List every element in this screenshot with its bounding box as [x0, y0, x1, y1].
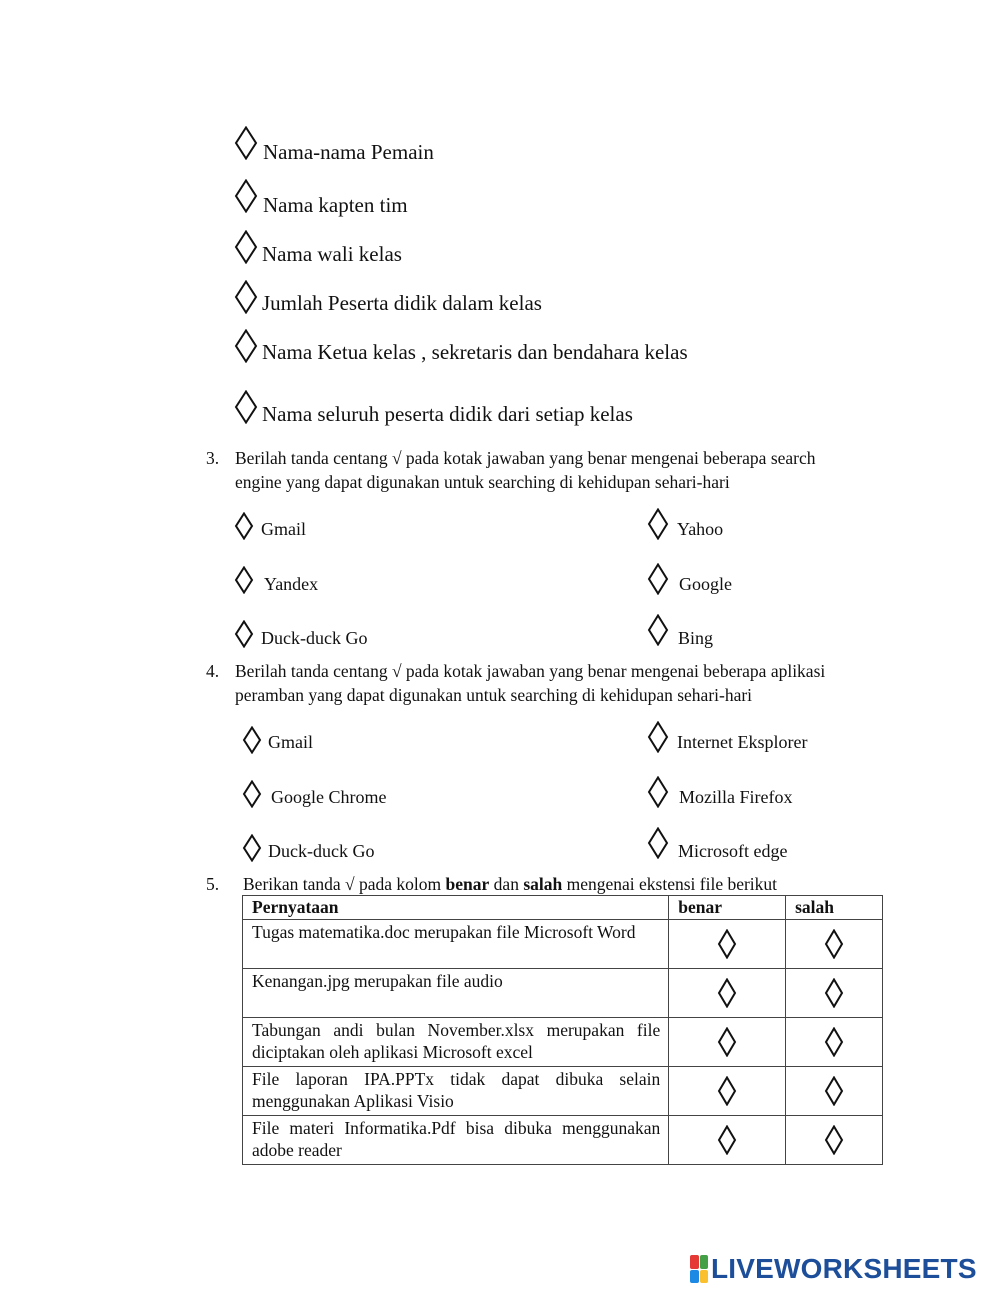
- logo-tile: [700, 1270, 709, 1284]
- list-option-label: Nama-nama Pemain: [263, 140, 434, 164]
- liveworksheets-logo-icon: [690, 1255, 708, 1283]
- option-label: Yahoo: [677, 519, 724, 539]
- diamond-checkbox-icon[interactable]: [717, 929, 737, 959]
- salah-cell[interactable]: [786, 920, 883, 969]
- diamond-checkbox-icon[interactable]: [234, 390, 258, 424]
- option-label: Gmail: [261, 519, 306, 539]
- diamond-checkbox-icon[interactable]: [824, 978, 844, 1008]
- option-label: Bing: [678, 628, 714, 648]
- column-header: Pernyataan: [243, 896, 669, 920]
- salah-cell[interactable]: [786, 1116, 883, 1165]
- liveworksheets-logo[interactable]: [690, 1252, 977, 1286]
- diamond-checkbox-icon[interactable]: [234, 512, 254, 540]
- diamond-checkbox-icon[interactable]: [647, 827, 669, 859]
- diamond-checkbox-icon[interactable]: [242, 834, 262, 862]
- table-row: [243, 920, 883, 969]
- statement-cell: Tugas matematika.doc merupakan file Microsoft Word: [243, 920, 669, 969]
- diamond-checkbox-icon[interactable]: [824, 1076, 844, 1106]
- question-text: [235, 659, 895, 707]
- brand-name: LIVEWORKSHEETS: [711, 1253, 977, 1284]
- diamond-checkbox-icon[interactable]: [234, 126, 258, 160]
- diamond-checkbox-icon[interactable]: [647, 776, 669, 808]
- benar-cell[interactable]: [669, 1067, 786, 1116]
- logo-tile: [690, 1255, 699, 1269]
- statement-cell: Tabungan andi bulan November.xlsx merupakan file diciptakan oleh aplikasi Microsoft excel: [243, 1018, 669, 1067]
- diamond-checkbox-icon[interactable]: [234, 620, 254, 648]
- question-text-part: mengenai ekstensi file berikut: [562, 874, 778, 894]
- question-text-part: Berikan tanda √ pada kolom: [243, 874, 446, 894]
- option-label: Internet Eksplorer: [677, 732, 808, 752]
- option-label: Mozilla Firefox: [679, 787, 793, 807]
- option-label: Duck-duck Go: [261, 628, 368, 648]
- question-text-part: dan: [489, 874, 524, 894]
- diamond-checkbox-icon[interactable]: [242, 726, 262, 754]
- diamond-checkbox-icon[interactable]: [234, 280, 258, 314]
- table-row: [243, 1018, 883, 1067]
- option-label: Google Chrome: [271, 787, 387, 807]
- benar-cell[interactable]: [669, 1018, 786, 1067]
- diamond-checkbox-icon[interactable]: [824, 1125, 844, 1155]
- question-3: [206, 446, 906, 496]
- diamond-checkbox-icon[interactable]: [824, 1027, 844, 1057]
- diamond-checkbox-icon[interactable]: [234, 230, 258, 264]
- diamond-checkbox-icon[interactable]: [647, 614, 669, 646]
- question-5: [206, 872, 906, 896]
- option-label: Google: [679, 574, 732, 594]
- list-option-label: Nama seluruh peserta didik dari setiap kelas: [262, 402, 633, 426]
- salah-cell[interactable]: [786, 969, 883, 1018]
- table-row: [243, 1067, 883, 1116]
- question-number: 5.: [206, 874, 220, 894]
- diamond-checkbox-icon[interactable]: [647, 563, 669, 595]
- question-text-line: Berilah tanda centang √ pada kotak jawaban yang benar mengenai beberapa aplikasi: [235, 661, 826, 681]
- question-text-bold: salah: [523, 874, 563, 894]
- benar-cell[interactable]: [669, 1116, 786, 1165]
- question-number: 4.: [206, 661, 220, 681]
- list-option-label: Nama kapten tim: [263, 193, 408, 217]
- diamond-checkbox-icon[interactable]: [717, 1125, 737, 1155]
- diamond-checkbox-icon[interactable]: [647, 721, 669, 753]
- option-label: Gmail: [268, 732, 313, 752]
- statement-cell: File materi Informatika.Pdf bisa dibuka menggunakan adobe reader: [243, 1116, 669, 1165]
- logo-tile: [700, 1255, 709, 1269]
- column-header: salah: [786, 896, 883, 920]
- diamond-checkbox-icon[interactable]: [242, 780, 262, 808]
- diamond-checkbox-icon[interactable]: [717, 1027, 737, 1057]
- table-row: [243, 1116, 883, 1165]
- question-4: [206, 659, 906, 709]
- diamond-checkbox-icon[interactable]: [234, 566, 254, 594]
- diamond-checkbox-icon[interactable]: [824, 929, 844, 959]
- question-text: [235, 446, 895, 494]
- table-header-row: [243, 896, 883, 920]
- table-row: [243, 969, 883, 1018]
- statement-cell: File laporan IPA.PPTx tidak dapat dibuka selain menggunakan Aplikasi Visio: [243, 1067, 669, 1116]
- diamond-checkbox-icon[interactable]: [717, 978, 737, 1008]
- benar-cell[interactable]: [669, 920, 786, 969]
- list-option-label: Jumlah Peserta didik dalam kelas: [262, 291, 542, 315]
- question-text-bold: benar: [445, 874, 490, 894]
- question-number: 3.: [206, 448, 220, 468]
- option-label: Microsoft edge: [678, 841, 788, 861]
- option-label: Yandex: [264, 574, 319, 594]
- diamond-checkbox-icon[interactable]: [234, 329, 258, 363]
- diamond-checkbox-icon[interactable]: [234, 179, 258, 213]
- question-text-line: peramban yang dapat digunakan untuk searching di kehidupan sehari-hari: [235, 685, 753, 705]
- question-text-line: engine yang dapat digunakan untuk searching di kehidupan sehari-hari: [235, 472, 730, 492]
- option-label: Duck-duck Go: [268, 841, 375, 861]
- diamond-checkbox-icon[interactable]: [647, 508, 669, 540]
- list-option-label: Nama wali kelas: [262, 242, 402, 266]
- answer-table: [242, 895, 883, 1165]
- column-header: benar: [669, 896, 786, 920]
- question-text-line: Berilah tanda centang √ pada kotak jawaban yang benar mengenai beberapa search: [235, 448, 816, 468]
- salah-cell[interactable]: [786, 1018, 883, 1067]
- benar-cell[interactable]: [669, 969, 786, 1018]
- question-text: [243, 872, 777, 896]
- diamond-checkbox-icon[interactable]: [717, 1076, 737, 1106]
- list-option-label: Nama Ketua kelas , sekretaris dan bendahara kelas: [262, 340, 688, 364]
- salah-cell[interactable]: [786, 1067, 883, 1116]
- statement-cell: Kenangan.jpg merupakan file audio: [243, 969, 669, 1018]
- logo-tile: [690, 1270, 699, 1284]
